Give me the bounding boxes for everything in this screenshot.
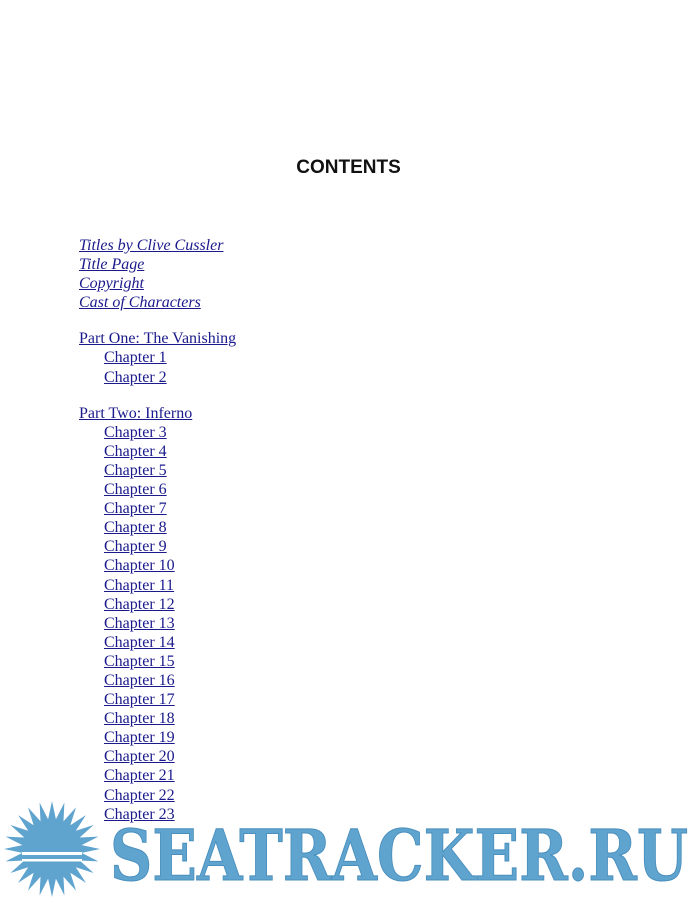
toc-link-title-page[interactable]: Title Page <box>79 256 145 274</box>
table-of-contents <box>79 236 236 824</box>
toc-link-chapter[interactable]: Chapter 5 <box>104 461 167 479</box>
watermark-text: SEATRACKER.RU <box>110 814 688 897</box>
toc-link-cast-of-characters[interactable]: Cast of Characters <box>79 294 201 312</box>
toc-link-chapter[interactable]: Chapter 19 <box>104 729 175 747</box>
toc-link-part-one[interactable]: Part One: The Vanishing <box>79 330 237 348</box>
toc-link-chapter[interactable]: Chapter 21 <box>104 767 175 785</box>
toc-link-chapter[interactable]: Chapter 12 <box>104 595 175 613</box>
toc-link-chapter[interactable]: Chapter 14 <box>104 633 175 651</box>
toc-link-chapter[interactable]: Chapter 4 <box>104 442 167 460</box>
toc-link-chapter[interactable]: Chapter 11 <box>104 576 175 594</box>
toc-link-chapter[interactable]: Chapter 16 <box>104 671 175 689</box>
toc-link-chapter[interactable]: Chapter 8 <box>104 519 167 537</box>
watermark <box>0 800 697 903</box>
toc-link-copyright[interactable]: Copyright <box>79 275 144 293</box>
contents-heading: CONTENTS <box>296 157 401 178</box>
toc-link-chapter[interactable]: Chapter 23 <box>104 805 175 823</box>
toc-link-chapter[interactable]: Chapter 9 <box>104 538 167 556</box>
toc-link-titles-by[interactable]: Titles by Clive Cussler <box>79 237 224 254</box>
section-gap <box>79 387 236 404</box>
toc-link-chapter[interactable]: Chapter 17 <box>104 691 175 709</box>
toc-link-chapter[interactable]: Chapter 1 <box>104 349 167 367</box>
toc-link-chapter[interactable]: Chapter 3 <box>104 423 167 441</box>
toc-link-chapter[interactable]: Chapter 6 <box>104 481 167 499</box>
section-gap <box>79 312 236 329</box>
toc-link-chapter[interactable]: Chapter 18 <box>104 710 175 728</box>
toc-link-chapter[interactable]: Chapter 7 <box>104 500 167 518</box>
toc-link-chapter[interactable]: Chapter 13 <box>104 614 175 632</box>
sun-icon <box>4 801 100 897</box>
toc-link-part-two[interactable]: Part Two: Inferno <box>79 404 193 422</box>
toc-link-chapter[interactable]: Chapter 10 <box>104 557 175 575</box>
toc-link-chapter[interactable]: Chapter 2 <box>104 368 167 386</box>
toc-link-chapter[interactable]: Chapter 20 <box>104 748 175 766</box>
toc-link-chapter[interactable]: Chapter 15 <box>104 652 175 670</box>
toc-link-chapter[interactable]: Chapter 22 <box>104 786 175 804</box>
